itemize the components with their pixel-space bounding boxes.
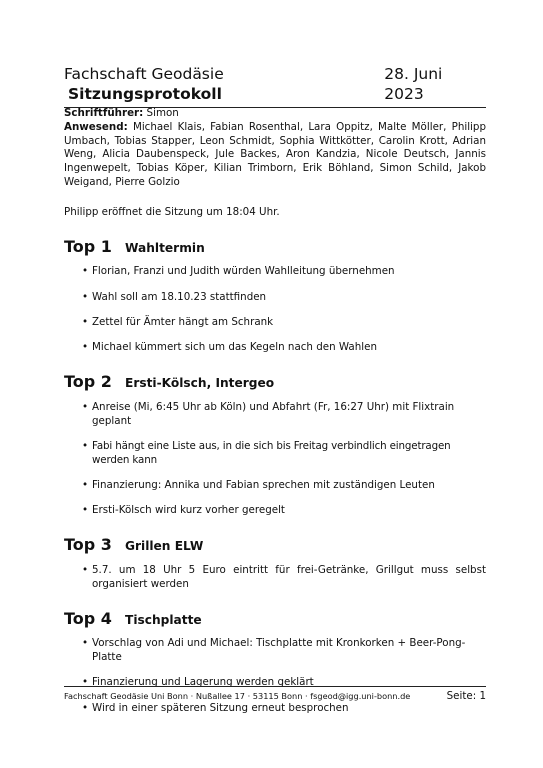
list-item: • Vorschlag von Adi und Michael: Tischplatte mit Kronkorken + Beer-Pong-Platte [82,637,486,665]
top-heading [64,535,486,555]
page-footer [64,686,486,702]
top-items [64,637,486,715]
top-heading [64,236,486,256]
list-item: • 5.7. um 18 Uhr 5 Euro eintritt für frei-Getränke, Grillgut muss selbst organisiert werden [82,564,486,592]
top-heading [64,372,486,392]
list-item: • Wird in einer späteren Sitzung erneut besprochen [82,702,486,716]
anwesend-line [64,121,486,190]
top-title: Tischplatte [125,612,202,627]
header-date: 28. Juni 2023 [384,65,443,103]
top-number: Top 1 [64,236,112,256]
header-title: Sitzungsprotokoll [68,85,222,103]
anwesend-names: Michael Klais, Fabian Rosenthal, Lara Oppitz, Malte Möller, Philipp Umbach, Tobias Stapper, Leon Schmidt, Sophia Wittkötter, Carolin Krott, Adrian Weng, Alicia Daubenspeck, Jule Backes, Aron Kandzia, Nicole Deutsch, Jannis Ingenwepelt, Tobias Köper, Kilian Trimborn, Erik Böhland, Simon Schild, Jakob Weigand, Pierre Golzio [64,120,486,188]
top-items [64,564,486,592]
list-item: • Florian, Franzi und Judith würden Wahlleitung übernehmen [82,265,486,279]
header-org: Fachschaft Geodäsie [64,65,224,83]
schriftfuehrer-label: Schriftführer: [64,107,144,119]
anwesend-label: Anwesend: [64,120,128,133]
top-number: Top 3 [64,535,112,555]
schriftfuehrer-name: Simon [146,107,179,119]
top-title: Wahltermin [125,240,205,255]
top-section [64,535,486,591]
top-items [64,265,486,355]
top-section [64,236,486,355]
page-header [64,64,486,108]
list-item: • Ersti-Kölsch wird kurz vorher geregelt [82,504,486,518]
opening-statement: Philipp eröffnet die Sitzung um 18:04 Uhr. [64,205,280,218]
schriftfuehrer-line [64,107,486,121]
top-number: Top 2 [64,372,112,392]
list-item: • Finanzierung und Lagerung werden geklärt [82,676,486,690]
page-number: Seite: 1 [446,690,486,702]
list-item: • Zettel für Ämter hängt am Schrank [82,316,486,330]
top-title: Grillen ELW [125,539,204,554]
list-item: • Finanzierung: Annika und Fabian sprechen mit zuständigen Leuten [82,479,486,493]
list-item: • Michael kümmert sich um das Kegeln nach den Wahlen [82,341,486,355]
footer-address: Fachschaft Geodäsie Uni Bonn · Nußallee 17 · 53115 Bonn · fsgeod@igg.uni-bonn.de [64,691,411,701]
list-item: • Anreise (Mi, 6:45 Uhr ab Köln) und Abfahrt (Fr, 16:27 Uhr) mit Flixtrain geplant [82,401,486,429]
top-heading [64,608,486,628]
list-item: • Fabi hängt eine Liste aus, in die sich bis Freitag verbindlich eingetragen werden kann [82,440,486,468]
top-items [64,401,486,518]
top-number: Top 4 [64,608,112,628]
top-title: Ersti-Kölsch, Intergeo [125,376,275,391]
protocol-content [64,107,486,716]
header-left [64,64,384,104]
top-section [64,372,486,518]
list-item: • Wahl soll am 18.10.23 stattfinden [82,291,486,305]
